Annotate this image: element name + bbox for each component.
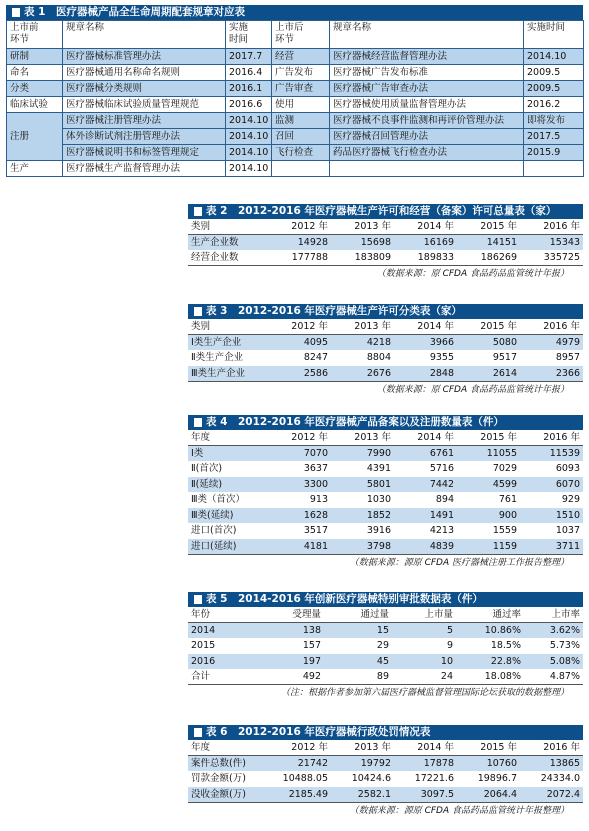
- table-cell: 9517: [492, 352, 517, 364]
- column-header: 2012 年: [268, 219, 331, 235]
- premarket-stage-cell: 研制: [7, 49, 63, 65]
- premarket-date-cell: 2014.10: [226, 129, 272, 145]
- table-row: [188, 787, 583, 803]
- premarket-date-cell: 2014.10: [226, 113, 272, 129]
- table-3-source: （数据来源：原 CFDA 食品药品监管统计年报）: [376, 384, 569, 395]
- column-header: 2014 年: [394, 430, 457, 446]
- row-label: 合计: [188, 669, 248, 685]
- postmarket-stage-cell: 广告审查: [272, 81, 330, 97]
- premarket-regulation-cell: 医疗器械临床试验质量管理规范: [63, 97, 226, 113]
- row-label: Ⅲ类生产企业: [188, 366, 268, 382]
- header-postmarket-stage: 上市后 环节: [272, 21, 330, 49]
- row-label: Ⅱ(首次): [191, 463, 223, 475]
- row-label: 2014: [188, 623, 248, 639]
- table-cell: 1559: [492, 525, 517, 537]
- column-header: 2016 年: [520, 219, 583, 235]
- table-row: [188, 669, 583, 685]
- table-cell: 3711: [520, 539, 583, 555]
- table-cell: 4181: [268, 539, 331, 555]
- table-row: [188, 638, 583, 654]
- column-header: 受理量: [248, 607, 324, 623]
- table-cell: 5080: [457, 335, 520, 351]
- table-row: [7, 97, 584, 113]
- table-cell: 492: [248, 669, 324, 685]
- row-label: Ⅲ类(延续): [188, 508, 268, 524]
- postmarket-stage-cell: 使用: [272, 97, 330, 113]
- column-header: 2013 年: [331, 430, 394, 446]
- table-cell: 183809: [331, 250, 394, 266]
- column-header: 2015 年: [457, 219, 520, 235]
- table-cell: 4218: [331, 335, 394, 351]
- premarket-regulation-cell: 医疗器械分类规则: [63, 81, 226, 97]
- postmarket-stage-cell: 召回: [272, 129, 330, 145]
- column-header: 通过率: [456, 607, 524, 623]
- row-label: Ⅰ类: [188, 446, 268, 462]
- column-header: 2012 年: [268, 740, 331, 756]
- table-cell: 3300: [268, 477, 331, 493]
- table-cell: 2848: [394, 366, 457, 382]
- table-cell: 3637: [303, 463, 328, 475]
- premarket-date-cell: 2014.10: [226, 161, 272, 177]
- table-cell: 14928: [268, 235, 331, 251]
- table-cell: 4599: [457, 477, 520, 493]
- table-cell: 157: [302, 640, 321, 652]
- table-cell: 18.5%: [490, 640, 521, 652]
- table-6-title: 表 6 2012-2016 年医疗器械行政处罚情况表: [188, 725, 583, 740]
- table-cell: 1852: [331, 508, 394, 524]
- postmarket-regulation-cell: 医疗器械召回管理办法: [330, 129, 524, 145]
- postmarket-date-cell: 2017.5: [524, 129, 584, 145]
- table-3-grid: [188, 319, 583, 382]
- table-cell: 4391: [366, 463, 391, 475]
- premarket-regulation-cell: 医疗器械注册管理办法: [63, 113, 226, 129]
- title-marker-icon: [194, 207, 202, 216]
- table-cell: 1510: [520, 508, 583, 524]
- table-6-source: （数据来源：源原 CFDA 食品药品监管统计年报整理）: [349, 805, 569, 816]
- table-row: [188, 623, 583, 639]
- column-header: 类别: [188, 319, 268, 335]
- table-6-grid: [188, 740, 583, 803]
- table-cell: 8957: [555, 352, 580, 364]
- table-cell: 5716: [429, 463, 454, 475]
- table-row: [188, 350, 583, 366]
- column-header: 2016 年: [520, 319, 583, 335]
- table-cell: 2072.4: [520, 787, 583, 803]
- premarket-regulation-cell: 医疗器械通用名称命名规则: [63, 65, 226, 81]
- table-cell: 3916: [366, 525, 391, 537]
- postmarket-date-cell: 2016.2: [524, 97, 584, 113]
- premarket-regulation-cell: 医疗器械说明书和标签管理规定: [63, 145, 226, 161]
- column-header: 上市量: [392, 607, 456, 623]
- row-label: 罚款金额(万): [191, 773, 246, 785]
- table-row: [188, 335, 583, 351]
- table-row: [188, 523, 583, 539]
- premarket-stage-cell: 生产: [7, 161, 63, 177]
- postmarket-regulation-cell: 医疗器械广告审查办法: [330, 81, 524, 97]
- table-row: [188, 539, 583, 555]
- table-cell: 2185.49: [268, 787, 331, 803]
- table-cell: 1037: [555, 525, 580, 537]
- table-cell: 22.8%: [456, 654, 524, 670]
- table-cell: 3798: [331, 539, 394, 555]
- table-cell: 19792: [331, 756, 394, 772]
- table-cell: 89: [324, 669, 392, 685]
- title-marker-icon: [12, 8, 20, 17]
- table-cell: 29: [376, 640, 389, 652]
- table-2-grid: [188, 219, 583, 266]
- header-regulation-name: 规章名称: [330, 21, 524, 49]
- table-5-source: （注：根据作者参加第六届医疗器械监督管理国际论坛获取的数据整理）: [280, 688, 569, 698]
- table-cell: 10488.05: [282, 773, 328, 785]
- table-cell: 4213: [429, 525, 454, 537]
- table-cell: 177788: [268, 250, 331, 266]
- table-2: [188, 204, 583, 282]
- premarket-regulation-cell: 医疗器械生产监督管理办法: [63, 161, 226, 177]
- row-label: 2015: [191, 640, 216, 652]
- table-4-title: 表 4 2012-2016 年医疗器械产品备案以及注册数量表（件）: [188, 415, 583, 430]
- row-label: Ⅱ类生产企业: [191, 352, 244, 364]
- table-cell: 2582.1: [331, 787, 394, 803]
- table-2-source: （数据来源：原 CFDA 食品药品监管统计年报）: [376, 269, 569, 279]
- table-cell: 4979: [520, 335, 583, 351]
- column-header: 2012 年: [268, 319, 331, 335]
- table-cell: 2064.4: [457, 787, 520, 803]
- table-cell: 761: [498, 494, 517, 506]
- table-row: [188, 250, 583, 266]
- table-row: [7, 129, 584, 145]
- table-cell: 9: [446, 640, 453, 652]
- table-cell: 2586: [268, 366, 331, 382]
- table-5: [188, 592, 583, 701]
- table-cell: 18.08%: [456, 669, 524, 685]
- premarket-date-cell: 2016.1: [226, 81, 272, 97]
- table-header-row: [188, 319, 583, 335]
- table-row: [188, 235, 583, 251]
- header-premarket-stage: 上市前 环节: [7, 21, 63, 49]
- table-1: [6, 5, 583, 177]
- table-cell: 4095: [268, 335, 331, 351]
- table-cell: 189833: [394, 250, 457, 266]
- column-header: 2015 年: [457, 430, 520, 446]
- premarket-stage-cell: 命名: [7, 65, 63, 81]
- table-cell: 8804: [366, 352, 391, 364]
- column-header: 上市率: [524, 607, 583, 623]
- table-cell: 8247: [303, 352, 328, 364]
- table-cell: 894: [435, 494, 454, 506]
- table-cell: 186269: [457, 250, 520, 266]
- table-6: [188, 725, 583, 819]
- table-cell: 17221.6: [414, 773, 454, 785]
- table-cell: 1159: [457, 539, 520, 555]
- table-cell: 7990: [331, 446, 394, 462]
- table-header-row: [188, 607, 583, 623]
- title-marker-icon: [194, 595, 202, 604]
- table-1-title: 表 1 医疗器械产品全生命周期配套规章对应表: [6, 5, 583, 20]
- table-row: [7, 65, 584, 81]
- table-cell: 11539: [520, 446, 583, 462]
- premarket-regulation-cell: 体外诊断试剂注册管理办法: [63, 129, 226, 145]
- premarket-date-cell: 2016.6: [226, 97, 272, 113]
- table-row: [188, 492, 583, 508]
- table-cell: 6761: [394, 446, 457, 462]
- table-cell: 11055: [457, 446, 520, 462]
- table-row: [188, 446, 583, 462]
- table-4-source: （数据来源：源原 CFDA 医疗器械注册工作报告整理）: [349, 557, 569, 568]
- table-cell: 21742: [268, 756, 331, 772]
- table-cell: 138: [248, 623, 324, 639]
- table-cell: 19896.7: [477, 773, 517, 785]
- table-row: [7, 161, 584, 177]
- table-cell: 197: [248, 654, 324, 670]
- table-row: [7, 113, 584, 129]
- premarket-regulation-cell: 医疗器械标准管理办法: [63, 49, 226, 65]
- column-header: 2013 年: [331, 319, 394, 335]
- table-4-grid: [188, 430, 583, 555]
- postmarket-date-cell: 2009.5: [524, 81, 584, 97]
- table-cell: 24334.0: [540, 773, 580, 785]
- postmarket-stage-cell: 监测: [272, 113, 330, 129]
- postmarket-regulation-cell: 医疗器械经营监督管理办法: [330, 49, 524, 65]
- column-header: 年度: [188, 740, 268, 756]
- table-cell: 1491: [394, 508, 457, 524]
- title-marker-icon: [194, 307, 202, 316]
- column-header: 年度: [188, 430, 268, 446]
- table-cell: 10: [392, 654, 456, 670]
- table-cell: 5.73%: [549, 640, 580, 652]
- row-label: Ⅱ(延续): [188, 477, 268, 493]
- row-label: 2016: [188, 654, 248, 670]
- premarket-stage-cell: 临床试验: [7, 97, 63, 113]
- table-cell: 900: [457, 508, 520, 524]
- table-header-row: [188, 430, 583, 446]
- table-1-grid: [6, 20, 584, 177]
- table-3-title: 表 3 2012-2016 年医疗器械生产许可分类表（家）: [188, 304, 583, 319]
- table-3: [188, 304, 583, 398]
- header-regulation-name: 规章名称: [63, 21, 226, 49]
- row-label: 进口(首次): [191, 525, 237, 537]
- table-cell: 3517: [303, 525, 328, 537]
- table-cell: 2676: [331, 366, 394, 382]
- table-cell: 10760: [457, 756, 520, 772]
- table-row: [188, 771, 583, 787]
- premarket-date-cell: 2017.7: [226, 49, 272, 65]
- column-header: 2014 年: [394, 740, 457, 756]
- table-cell: 10424.6: [351, 773, 391, 785]
- table-cell: 7029: [492, 463, 517, 475]
- table-cell: 6093: [555, 463, 580, 475]
- column-header: 2015 年: [457, 319, 520, 335]
- table-row: [188, 756, 583, 772]
- postmarket-regulation-cell: 医疗器械不良事件监测和再评价管理办法: [330, 113, 524, 129]
- row-label: 生产企业数: [188, 235, 268, 251]
- postmarket-date-cell: 2015.9: [524, 145, 584, 161]
- row-label: 没收金额(万): [188, 787, 268, 803]
- row-label: 案件总数(件): [188, 756, 268, 772]
- table-cell: 45: [324, 654, 392, 670]
- postmarket-date-cell: 2009.5: [524, 65, 584, 81]
- table-cell: 3.62%: [524, 623, 583, 639]
- table-cell: 6070: [520, 477, 583, 493]
- row-label: Ⅰ类生产企业: [188, 335, 268, 351]
- table-cell: 16169: [394, 235, 457, 251]
- column-header: 通过量: [324, 607, 392, 623]
- table-row: [188, 654, 583, 670]
- column-header: 2015 年: [457, 740, 520, 756]
- table-row: [188, 461, 583, 477]
- column-header: 2012 年: [268, 430, 331, 446]
- postmarket-regulation-cell: 药品医疗器械飞行检查办法: [330, 145, 524, 161]
- table-cell: 4839: [394, 539, 457, 555]
- table-1-header-row: [7, 21, 584, 49]
- premarket-stage-cell: 分类: [7, 81, 63, 97]
- postmarket-regulation-cell: 医疗器械广告发布标准: [330, 65, 524, 81]
- header-effective-date: 实施 时间: [226, 21, 272, 49]
- column-header: 2016 年: [520, 430, 583, 446]
- table-cell: 7442: [394, 477, 457, 493]
- table-cell: 5.08%: [524, 654, 583, 670]
- postmarket-date-cell: 2014.10: [524, 49, 584, 65]
- table-cell: 1628: [268, 508, 331, 524]
- premarket-date-cell: 2016.4: [226, 65, 272, 81]
- premarket-stage-cell: 注册: [7, 113, 63, 161]
- table-cell: 13865: [520, 756, 583, 772]
- postmarket-stage-cell: 经营: [272, 49, 330, 65]
- premarket-date-cell: 2014.10: [226, 145, 272, 161]
- column-header: 年份: [188, 607, 248, 623]
- table-cell: 913: [309, 494, 328, 506]
- table-row: [188, 477, 583, 493]
- table-row: [7, 49, 584, 65]
- table-cell: 24: [392, 669, 456, 685]
- table-cell: 2366: [520, 366, 583, 382]
- table-header-row: [188, 219, 583, 235]
- column-header: 2014 年: [394, 319, 457, 335]
- table-cell: 5801: [331, 477, 394, 493]
- postmarket-regulation-cell: 医疗器械使用质量监督管理办法: [330, 97, 524, 113]
- table-cell: 335725: [520, 250, 583, 266]
- column-header: 2014 年: [394, 219, 457, 235]
- table-5-title: 表 5 2014-2016 年创新医疗器械特别审批数据表（件）: [188, 592, 583, 607]
- postmarket-regulation-cell: [330, 161, 524, 177]
- table-cell: 14151: [457, 235, 520, 251]
- column-header: 2016 年: [520, 740, 583, 756]
- postmarket-date-cell: 即将发布: [524, 113, 584, 129]
- row-label: 进口(延续): [188, 539, 268, 555]
- table-cell: 3097.5: [394, 787, 457, 803]
- table-row: [188, 508, 583, 524]
- table-header-row: [188, 740, 583, 756]
- row-label: Ⅲ类（首次）: [191, 494, 246, 506]
- table-row: [7, 145, 584, 161]
- table-cell: 929: [561, 494, 580, 506]
- column-header: 2013 年: [331, 219, 394, 235]
- postmarket-stage-cell: 广告发布: [272, 65, 330, 81]
- table-cell: 9355: [429, 352, 454, 364]
- table-cell: 5: [392, 623, 456, 639]
- table-row: [188, 366, 583, 382]
- table-cell: 10.86%: [456, 623, 524, 639]
- title-marker-icon: [194, 418, 202, 427]
- header-effective-date: 实施时间: [524, 21, 584, 49]
- table-cell: 15343: [520, 235, 583, 251]
- table-4: [188, 415, 583, 571]
- postmarket-stage-cell: 飞行检查: [272, 145, 330, 161]
- table-cell: 4.87%: [524, 669, 583, 685]
- table-cell: 15: [324, 623, 392, 639]
- table-cell: 17878: [394, 756, 457, 772]
- table-5-grid: [188, 607, 583, 685]
- postmarket-stage-cell: [272, 161, 330, 177]
- table-cell: 3966: [394, 335, 457, 351]
- table-cell: 1030: [366, 494, 391, 506]
- postmarket-date-cell: [524, 161, 584, 177]
- column-header: 类别: [188, 219, 268, 235]
- table-row: [7, 81, 584, 97]
- table-cell: 15698: [331, 235, 394, 251]
- table-cell: 7070: [268, 446, 331, 462]
- table-cell: 2614: [457, 366, 520, 382]
- row-label: 经营企业数: [188, 250, 268, 266]
- title-marker-icon: [194, 728, 202, 737]
- table-2-title: 表 2 2012-2016 年医疗器械生产许可和经营（备案）许可总量表（家）: [188, 204, 583, 219]
- column-header: 2013 年: [331, 740, 394, 756]
